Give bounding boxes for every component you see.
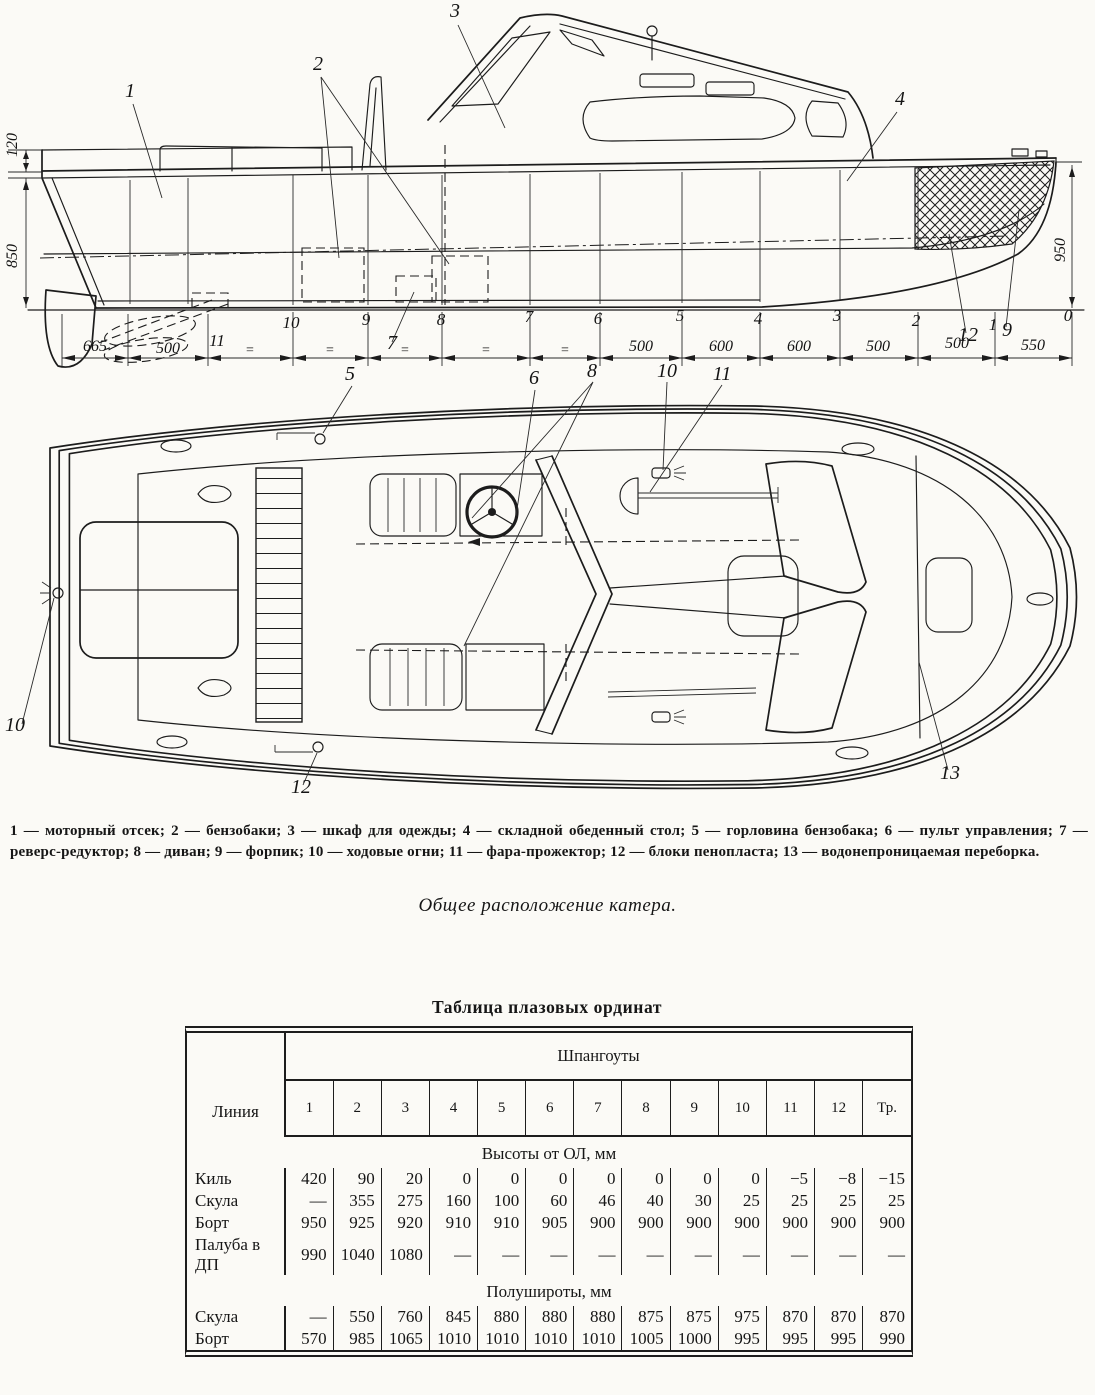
plan-hull-outline xyxy=(50,406,1077,789)
cell: 900 xyxy=(766,1212,814,1234)
table-row xyxy=(187,1306,911,1328)
dim-500-d: 500 xyxy=(945,335,969,352)
frame-number: 4 xyxy=(429,1080,477,1136)
frame-number: Тр. xyxy=(863,1080,911,1136)
section-header-halfwidths: Полушироты, мм xyxy=(486,1282,612,1302)
row-label: Скула xyxy=(187,1306,285,1328)
cell: 880 xyxy=(478,1306,526,1328)
cell: — xyxy=(526,1234,574,1275)
frame-number: 10 xyxy=(718,1080,766,1136)
dim-550: 550 xyxy=(1021,337,1045,354)
folding-table-plan xyxy=(728,556,798,636)
watertight-bulkhead-line xyxy=(916,456,920,738)
row-label: Киль xyxy=(187,1168,285,1190)
cell: 100 xyxy=(478,1190,526,1212)
table-row xyxy=(187,1212,911,1234)
dim-850: 850 xyxy=(4,244,21,268)
cell: 900 xyxy=(863,1212,911,1234)
cell: 995 xyxy=(815,1328,863,1350)
cell: 990 xyxy=(301,1244,327,1264)
cell: 1000 xyxy=(670,1328,718,1350)
plan-details xyxy=(40,433,1053,759)
callout-number: 10 xyxy=(657,360,677,382)
cell: 25 xyxy=(766,1190,814,1212)
cell: 570 xyxy=(301,1329,327,1349)
cabin-small-window xyxy=(806,101,846,137)
station-label: 3 xyxy=(832,306,842,325)
callout-number: 1 xyxy=(125,80,135,102)
cell: — xyxy=(718,1234,766,1275)
cell: 1010 xyxy=(429,1328,477,1350)
cell: 950 xyxy=(301,1213,327,1232)
deck-cleat-icon xyxy=(157,736,187,748)
cell: — xyxy=(863,1234,911,1275)
cell: 0 xyxy=(670,1168,718,1190)
cell: 0 xyxy=(429,1168,477,1190)
frame-number: 11 xyxy=(766,1080,814,1136)
mooring-cleat-icon xyxy=(198,680,231,697)
cell: 0 xyxy=(574,1168,622,1190)
searchlight xyxy=(620,478,778,514)
frame-number: 9 xyxy=(670,1080,718,1136)
cell: — xyxy=(478,1234,526,1275)
halfwidth-rows xyxy=(187,1306,911,1350)
bow-cleat-icon xyxy=(1012,149,1028,156)
equal-mark: = xyxy=(326,343,334,358)
navigation-lights xyxy=(40,466,686,724)
table-title: Таблица плазовых ординат xyxy=(431,997,663,1017)
column-header-frames: Шпангоуты xyxy=(285,1033,911,1080)
cell: 880 xyxy=(526,1306,574,1328)
cell: 1080 xyxy=(381,1234,429,1275)
cell: 420 xyxy=(301,1169,327,1188)
equal-mark: = xyxy=(482,343,490,358)
cell: 845 xyxy=(429,1306,477,1328)
table-row xyxy=(187,1168,911,1190)
table-row xyxy=(187,1190,911,1212)
cabin-side-window xyxy=(583,96,795,141)
callout-number: 13 xyxy=(940,762,960,784)
table-row xyxy=(187,1328,911,1350)
callout-number: 12 xyxy=(291,776,311,798)
cell: — xyxy=(309,1191,327,1210)
loft-ordinates-table xyxy=(187,1033,911,1350)
callout-number: 9 xyxy=(1002,319,1012,341)
cell: 0 xyxy=(478,1168,526,1190)
cell: 25 xyxy=(863,1190,911,1212)
station-label: 1 xyxy=(988,315,998,334)
section-header-heights: Высоты от ОЛ, мм xyxy=(481,1144,617,1163)
dim-500-c: 500 xyxy=(866,338,890,355)
cell: 995 xyxy=(766,1328,814,1350)
frame-number-row xyxy=(187,1080,911,1136)
callout-number: 11 xyxy=(712,363,732,385)
table-row xyxy=(187,1234,911,1275)
roof-arch-frames xyxy=(766,461,866,732)
windshield-and-roof xyxy=(428,14,873,158)
cell: 900 xyxy=(815,1212,863,1234)
cell: 90 xyxy=(333,1168,381,1190)
cell: 1010 xyxy=(574,1328,622,1350)
cell: — xyxy=(309,1307,327,1327)
station-label: 7 xyxy=(524,307,534,326)
callout-number: 2 xyxy=(313,53,323,75)
frame-number: 12 xyxy=(815,1080,863,1136)
cell: 760 xyxy=(381,1306,429,1328)
fuel-filler-icon xyxy=(315,434,325,444)
cell: 550 xyxy=(333,1306,381,1328)
cell: — xyxy=(622,1234,670,1275)
reverse-gear-hidden xyxy=(396,276,436,302)
row-label: Палуба в ДП xyxy=(187,1234,285,1275)
ordinates-table xyxy=(185,1026,913,1357)
station-label: 4 xyxy=(753,309,763,328)
cell: 1065 xyxy=(381,1328,429,1350)
cell: 910 xyxy=(429,1212,477,1234)
cell: 870 xyxy=(863,1306,911,1328)
cell: — xyxy=(815,1234,863,1275)
cell: 275 xyxy=(381,1190,429,1212)
cell: 910 xyxy=(478,1212,526,1234)
cell: 905 xyxy=(526,1212,574,1234)
cell: 925 xyxy=(333,1212,381,1234)
row-label: Скула xyxy=(187,1190,285,1212)
callout-number: 7 xyxy=(387,332,397,354)
station-label: 5 xyxy=(675,306,685,325)
bow-fitting-icon xyxy=(1036,151,1047,157)
station-label: 0 xyxy=(1063,306,1073,325)
row-label: Борт xyxy=(187,1212,285,1234)
callout-number: 8 xyxy=(587,360,597,382)
dim-120: 120 xyxy=(4,133,21,157)
cell: 920 xyxy=(381,1212,429,1234)
station-label: 2 xyxy=(911,311,921,330)
boat-hook-rod xyxy=(608,688,756,697)
callout-number: 10 xyxy=(5,714,25,736)
callout-number: 6 xyxy=(529,367,539,389)
frame-number: 1 xyxy=(285,1080,333,1136)
cell: 875 xyxy=(622,1306,670,1328)
station-label: 9 xyxy=(361,310,371,329)
callout-number: 4 xyxy=(895,88,905,110)
mooring-cleat-icon xyxy=(198,486,231,503)
frame-number: 5 xyxy=(478,1080,526,1136)
equal-mark: = xyxy=(561,343,569,358)
callout-number: 3 xyxy=(450,0,460,22)
cell: 1040 xyxy=(333,1234,381,1275)
callout-number: 12 xyxy=(958,324,978,346)
cell: 870 xyxy=(815,1306,863,1328)
cell: 40 xyxy=(622,1190,670,1212)
frame-number: 7 xyxy=(574,1080,622,1136)
foredeck-hatch xyxy=(926,558,972,632)
sliding-hatch-slats xyxy=(256,468,302,722)
cell: 880 xyxy=(574,1306,622,1328)
dim-500-a: 500 xyxy=(156,340,180,357)
masthead-light-icon xyxy=(647,26,657,36)
cell: 990 xyxy=(863,1328,911,1350)
cell: 975 xyxy=(718,1306,766,1328)
steering-wheel xyxy=(467,487,517,537)
cell: — xyxy=(429,1234,477,1275)
cell: 900 xyxy=(622,1212,670,1234)
dim-600-a: 600 xyxy=(709,338,733,355)
cell: 355 xyxy=(333,1190,381,1212)
cell: — xyxy=(670,1234,718,1275)
deck-cleat-icon xyxy=(842,443,874,455)
equal-mark: = xyxy=(401,343,409,358)
deck-cleat-icon xyxy=(161,440,191,452)
deck-cleat-icon xyxy=(836,747,868,759)
plan-callouts xyxy=(5,360,960,798)
cell: 0 xyxy=(526,1168,574,1190)
dim-665: 665 xyxy=(83,338,107,355)
cell: 995 xyxy=(718,1328,766,1350)
cell: 985 xyxy=(333,1328,381,1350)
cell: −8 xyxy=(815,1168,863,1190)
station-label: 10 xyxy=(282,313,300,332)
cell: 870 xyxy=(766,1306,814,1328)
side-view xyxy=(4,0,1084,367)
frame-number: 8 xyxy=(622,1080,670,1136)
cell: 0 xyxy=(718,1168,766,1190)
frame-number: 2 xyxy=(333,1080,381,1136)
cell: 875 xyxy=(670,1306,718,1328)
row-label: Борт xyxy=(187,1328,285,1350)
cell: 900 xyxy=(670,1212,718,1234)
cell: 1005 xyxy=(622,1328,670,1350)
cell: 60 xyxy=(526,1190,574,1212)
heights-rows xyxy=(187,1168,911,1275)
frame-number: 6 xyxy=(526,1080,574,1136)
legend-text: 1 — моторный отсек; 2 — бензобаки; 3 — шкаф для одежды; 4 — складной обеденный стол; 5 — горловина бензобака; 6 — пульт управления; 7 — реверс-редуктор; 8 — диван; 9 — форпик; 10 — ходовые огни; 11 — фара-прожектор; 12 — блоки пенопласта; 13 — водонепроницаемая переборка. xyxy=(10,823,1088,861)
station-label: 6 xyxy=(593,309,603,328)
cell: 20 xyxy=(381,1168,429,1190)
dim-500-b: 500 xyxy=(629,338,653,355)
cell: 25 xyxy=(718,1190,766,1212)
station-label: 11 xyxy=(209,331,225,350)
side-hull-profile xyxy=(28,14,1084,367)
helm-seat-back xyxy=(362,77,386,170)
plan-view xyxy=(5,360,1077,798)
cell: 30 xyxy=(670,1190,718,1212)
cell: — xyxy=(574,1234,622,1275)
cell: −15 xyxy=(863,1168,911,1190)
cell: 160 xyxy=(429,1190,477,1212)
cell: 25 xyxy=(815,1190,863,1212)
dim-600-b: 600 xyxy=(787,338,811,355)
figure-caption: Общее расположение катера. xyxy=(418,895,677,916)
cell: 0 xyxy=(622,1168,670,1190)
dim-950: 950 xyxy=(1052,238,1069,262)
equal-mark: = xyxy=(246,343,254,358)
frame-number: 3 xyxy=(381,1080,429,1136)
cell: — xyxy=(766,1234,814,1275)
foam-blocks-hatch xyxy=(915,161,1054,249)
station-label: 8 xyxy=(436,310,446,329)
cell: 1010 xyxy=(478,1328,526,1350)
cell: 46 xyxy=(574,1190,622,1212)
bow-eye-icon xyxy=(1027,593,1053,605)
rudder-and-propeller xyxy=(45,290,228,367)
column-header-line: Линия xyxy=(187,1033,285,1136)
cell: 1010 xyxy=(526,1328,574,1350)
cell: 900 xyxy=(574,1212,622,1234)
callout-number: 5 xyxy=(345,363,355,385)
fuel-filler-icon xyxy=(313,742,323,752)
cell: −5 xyxy=(766,1168,814,1190)
cell: 900 xyxy=(718,1212,766,1234)
